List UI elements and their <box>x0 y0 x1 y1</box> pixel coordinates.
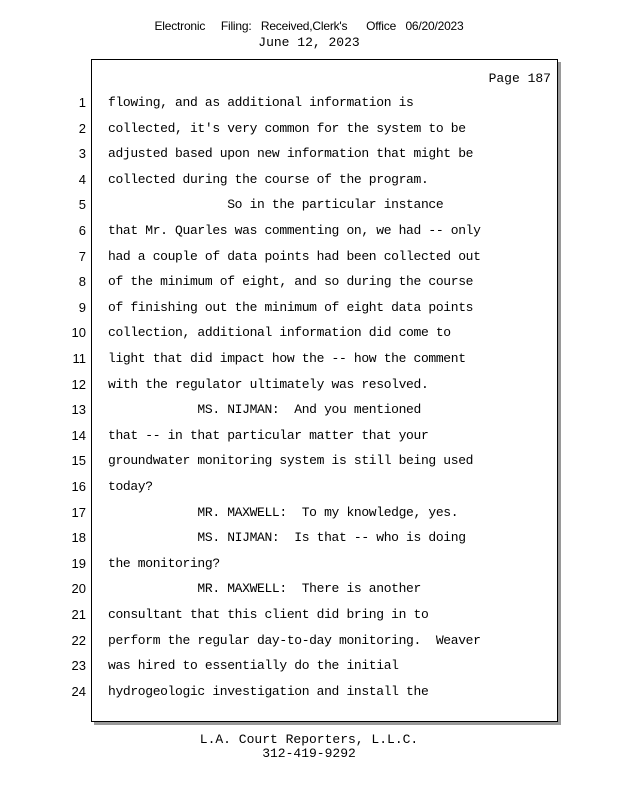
line-number: 1 <box>78 95 86 110</box>
line-text: perform the regular day-to-day monitoring. Weaver <box>108 632 481 648</box>
line-number: 2 <box>78 120 86 136</box>
line-number: 4 <box>78 171 86 187</box>
line-text: MS. NIJMAN: And you mentioned <box>108 402 421 418</box>
line-number: 21 <box>71 607 86 622</box>
line-text: So in the particular instance <box>108 197 444 213</box>
footer-company: L.A. Court Reporters, L.L.C. <box>199 732 419 747</box>
line-number: 11 <box>72 351 86 366</box>
line-number: 8 <box>78 274 86 290</box>
line-number: 5 <box>78 197 86 213</box>
line-text: consultant that this client did bring in to <box>108 607 429 622</box>
line-number: 13 <box>71 402 86 418</box>
line-number: 24 <box>71 683 86 699</box>
transcript-date: June 12, 2023 <box>258 35 360 50</box>
line-text: collected, it's very common for the system to be <box>108 120 466 136</box>
line-number: 20 <box>71 581 86 597</box>
line-text: collected during the course of the program. <box>108 171 429 187</box>
line-text: with the regulator ultimately was resolved. <box>108 376 429 392</box>
line-number: 23 <box>71 658 86 674</box>
line-number: 10 <box>71 325 86 341</box>
line-number: 18 <box>71 530 86 546</box>
line-text: hydrogeologic investigation and install the <box>108 683 429 699</box>
line-text: flowing, and as additional information is <box>108 95 414 110</box>
line-text: had a couple of data points had been collected out <box>108 248 481 264</box>
line-text: light that did impact how the -- how the comment <box>108 351 466 366</box>
line-number: 17 <box>71 504 86 520</box>
footer-phone: 312-419-9292 <box>262 746 356 761</box>
line-text: MS. NIJMAN: Is that -- who is doing <box>108 530 466 546</box>
electronic-filing-stamp: Electronic Filing: Received,Clerk's Office 06/20/2023 <box>154 19 464 33</box>
line-text: MR. MAXWELL: There is another <box>108 581 421 597</box>
line-text: of the minimum of eight, and so during the course <box>108 274 474 290</box>
line-number: 14 <box>71 427 86 443</box>
footer <box>0 733 618 761</box>
line-number: 16 <box>71 479 86 494</box>
line-text: today? <box>108 479 153 494</box>
line-number: 19 <box>71 555 86 571</box>
line-number: 3 <box>78 146 86 162</box>
line-number: 15 <box>71 453 86 469</box>
line-text: adjusted based upon new information that might be <box>108 146 474 162</box>
line-text: collection, additional information did come to <box>108 325 451 341</box>
line-text: MR. MAXWELL: To my knowledge, yes. <box>108 504 459 520</box>
line-number: 9 <box>78 299 86 315</box>
line-number: 12 <box>71 376 86 392</box>
line-text: was hired to essentially do the initial <box>108 658 399 674</box>
line-text: of finishing out the minimum of eight data points <box>108 299 474 315</box>
line-number: 6 <box>78 223 86 238</box>
page-number: Page 187 <box>488 71 551 86</box>
line-text: the monitoring? <box>108 555 220 571</box>
line-number: 22 <box>71 632 86 648</box>
line-text: that Mr. Quarles was commenting on, we had -- only <box>108 223 481 238</box>
line-text: that -- in that particular matter that your <box>108 427 429 443</box>
line-text: groundwater monitoring system is still being used <box>108 453 474 469</box>
line-number: 7 <box>78 248 86 264</box>
